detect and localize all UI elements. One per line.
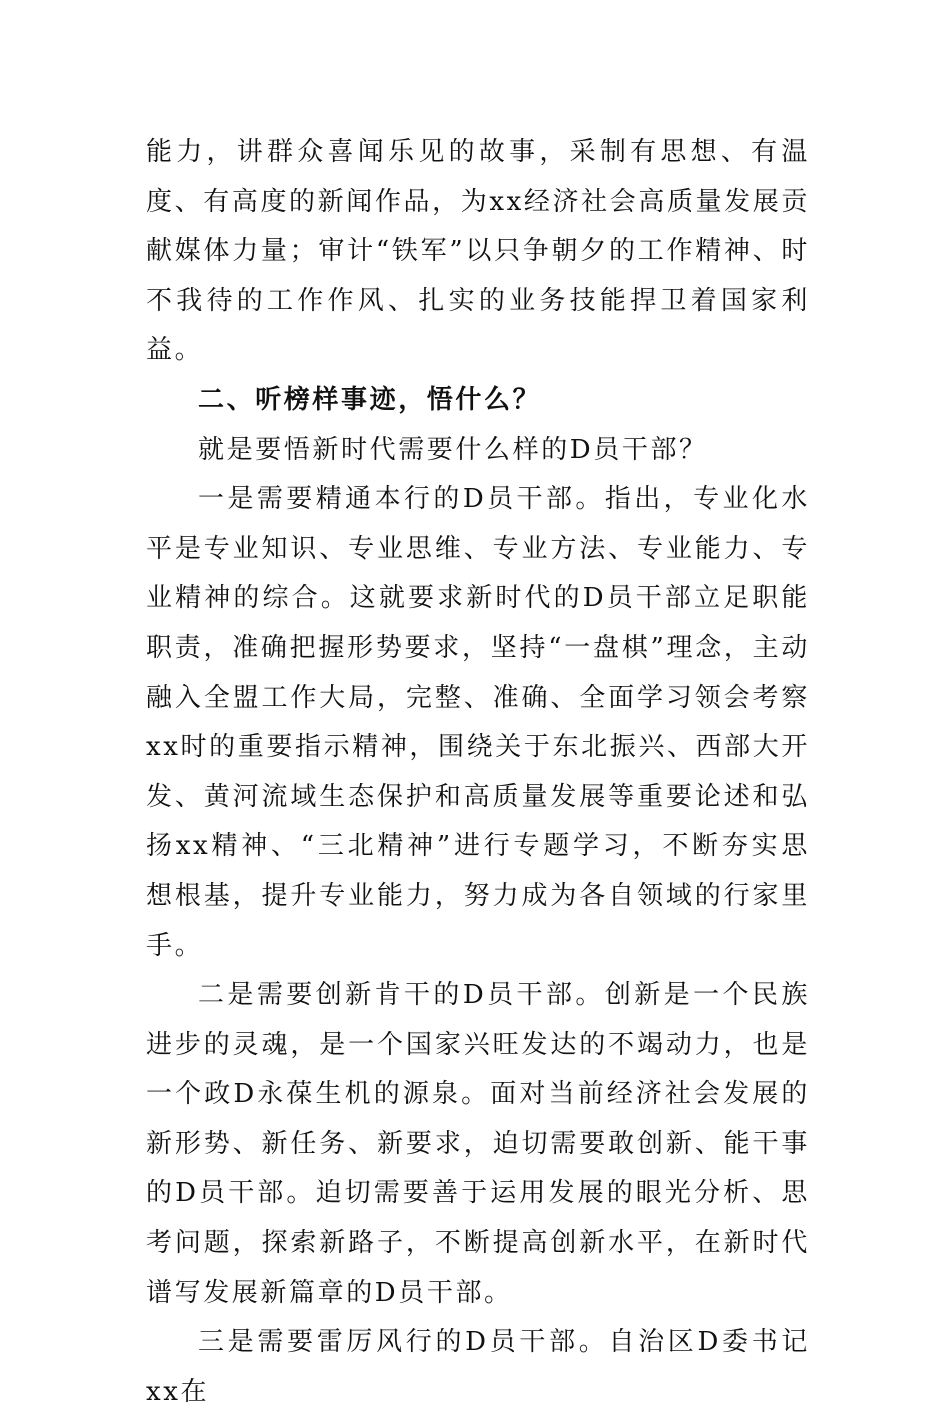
paragraph-intro: 就是要悟新时代需要什么样的D员干部？ bbox=[198, 434, 708, 465]
paragraph-point-two: 二是需要创新肯干的D员干部。创新是一个民族进步的灵魂，是一个国家兴旺发达的不竭动力，也是一个政D永葆生机的源泉。面对当前经济社会发展的新形势、新任务、新要求，迫切需要敢创新、能干事的D员干部。迫切需要善于运用发展的眼光分析、思考问题，探索新路子，不断提高创新水平，在新时代谱写发展新篇章的D员干部。 bbox=[146, 980, 810, 1308]
document-body bbox=[146, 128, 810, 1417]
section-heading: 二、听榜样事迹，悟什么？ bbox=[198, 384, 542, 415]
paragraph-point-three: 三是需要雷厉风行的D员干部。自治区D委书记xx在 bbox=[146, 1327, 810, 1407]
paragraph-point-one: 一是需要精通本行的D员干部。指出，专业化水平是专业知识、专业思维、专业方法、专业能力、专业精神的综合。这就要求新时代的D员干部立足职能职责，准确把握形势要求，坚持“一盘棋”理念，主动融入全盟工作大局，完整、准确、全面学习领会考察xx时的重要指示精神，围绕关于东北振兴、西部大开发、黄河流域生态保护和高质量发展等重要论述和弘扬xx精神、“三北精神”进行专题学习，不断夯实思想根基，提升专业能力，努力成为各自领域的行家里手。 bbox=[146, 484, 810, 961]
paragraph-continuation: 能力，讲群众喜闻乐见的故事，采制有思想、有温度、有高度的新闻作品，为xx经济社会高质量发展贡献媒体力量；审计“铁军”以只争朝夕的工作精神、时不我待的工作作风、扎实的业务技能捍卫着国家利益。 bbox=[146, 137, 810, 366]
